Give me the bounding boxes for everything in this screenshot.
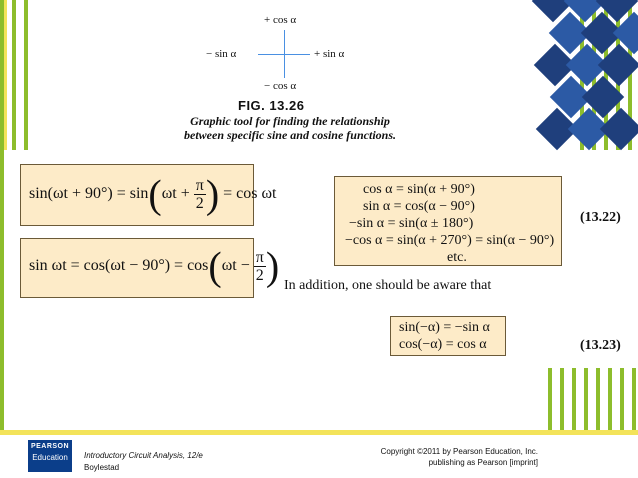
relation-line: sin α = cos(α − 90°) [363,199,475,214]
pi-over-2-fraction [194,177,206,212]
copyright [381,446,538,468]
book-title: Introductory Circuit Analysis, 12/e [84,451,203,460]
figure-number: FIG. 13.26 [238,98,305,113]
logo-line-2: Education [28,450,72,462]
relation-line: −cos α = sin(α + 270°) = sin(α − 90°) [345,233,555,248]
right-lower-stripe-8 [632,368,636,430]
relation-line: −sin α = sin(α ± 180°) [349,216,474,231]
logo-line-1: PEARSON [30,443,70,450]
copyright-line-1: Copyright ©2011 by Pearson Education, Inc. [380,447,538,456]
book-info [84,450,203,474]
close-paren: ) [265,243,280,289]
fraction-denominator: 2 [255,267,264,284]
book-author: Boylestad [84,463,120,472]
negative-sine-identity: sin(−α) = −sin α [399,320,490,335]
open-paren: ( [208,243,222,289]
pearson-logo [28,440,72,472]
open-paren: ( [148,171,162,217]
copyright-line-2: publishing as Pearson [imprint] [428,458,538,467]
fraction-denominator: 2 [195,195,204,212]
right-lower-stripe-1 [548,368,552,430]
right-lower-stripe-3 [572,368,576,430]
equation-2-left: sin ωt = cos(ωt − 90°) = cos [29,257,209,275]
right-lower-stripe-5 [596,368,600,430]
right-lower-stripe-6 [608,368,612,430]
relation-line: cos α = sin(α + 90°) [363,182,475,197]
left-stripe-4 [12,150,15,430]
left-stripe-2 [12,0,16,150]
close-paren: ) [205,171,220,217]
equation-1-left: sin(ωt + 90°) = sin [29,185,149,203]
equation-number-13-23: (13.23) [580,338,621,353]
negative-angle-box [390,316,506,356]
figure-caption: Graphic tool for finding the relationship between specific sine and cosine functions. [184,114,396,142]
negative-cosine-identity: cos(−α) = cos α [399,337,487,352]
pi-over-2-fraction [254,249,266,284]
relations-box [334,176,562,266]
equation-1 [29,171,277,217]
axis-label-left: − sin α [206,48,237,60]
right-lower-stripe-2 [560,368,564,430]
equation-box-2 [20,238,280,298]
horizontal-axis [258,54,310,55]
equation-2-inner: ωt − [221,257,250,275]
right-lower-stripe-4 [584,368,588,430]
equation-1-inner: ωt + [161,185,190,203]
left-yellow-stripe [4,0,7,150]
relation-line: etc. [447,250,467,265]
equation-1-right: = cos ωt [223,185,277,203]
note-text: In addition, one should be aware that [284,278,492,293]
equation-2 [29,243,280,289]
axis-label-bottom: − cos α [264,80,297,92]
right-lower-stripe-7 [620,368,624,430]
equation-number-13-22: (13.22) [580,210,621,225]
fraction-numerator: π [255,249,264,266]
equation-box-1 [20,164,277,226]
footer-yellow-bar [0,430,638,435]
axis-label-right: + sin α [314,48,345,60]
left-stripe-3 [24,0,28,150]
fraction-numerator: π [195,177,204,194]
axis-label-top: + cos α [264,14,297,26]
